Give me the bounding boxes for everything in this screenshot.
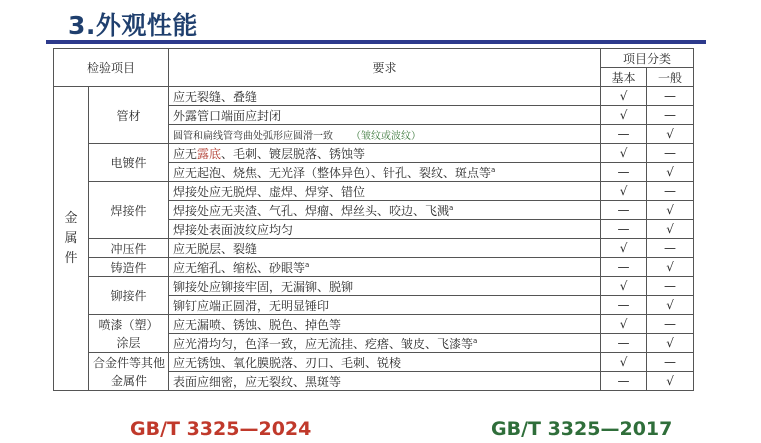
requirement-text: 应无缩孔、缩松、砂眼等 bbox=[173, 260, 306, 275]
basic-mark: √ bbox=[601, 277, 647, 296]
general-mark: — bbox=[647, 182, 694, 201]
part-alloy-other bbox=[89, 353, 169, 391]
general-mark: — bbox=[647, 353, 694, 372]
table-row bbox=[54, 87, 694, 106]
basic-mark: — bbox=[601, 258, 647, 277]
requirement-text: 焊接处应无夹渣、气孔、焊瘤、焊丝头、咬边、飞溅 bbox=[173, 203, 450, 218]
footnote-marker: a bbox=[473, 336, 478, 345]
requirement-cell bbox=[169, 201, 601, 220]
basic-mark: — bbox=[601, 125, 647, 144]
part-painted-coating bbox=[89, 315, 169, 353]
header-row-1 bbox=[54, 49, 694, 68]
requirement-cell: 外露管口端面应封闭 bbox=[169, 106, 601, 125]
general-mark: √ bbox=[647, 163, 694, 182]
requirement-text: 应光滑均匀，色泽一致，应无流挂、疙瘩、皱皮、飞漆等 bbox=[173, 336, 474, 351]
table-row bbox=[54, 182, 694, 201]
requirement-text: 圆管和扁线管弯曲处弧形应圆滑一致 bbox=[173, 130, 334, 142]
standard-label-2024: GB/T 3325—2024 bbox=[130, 418, 312, 440]
general-mark: — bbox=[647, 315, 694, 334]
general-mark: √ bbox=[647, 258, 694, 277]
part-pipe: 管材 bbox=[89, 87, 169, 144]
general-mark: √ bbox=[647, 220, 694, 239]
basic-mark: √ bbox=[601, 182, 647, 201]
standard-label-2017: GB/T 3325—2017 bbox=[491, 418, 673, 440]
requirement-note: （皱纹或波纹） bbox=[351, 130, 422, 142]
table-row bbox=[54, 144, 694, 163]
basic-mark: √ bbox=[601, 106, 647, 125]
general-mark: — bbox=[647, 144, 694, 163]
basic-mark: — bbox=[601, 334, 647, 353]
requirement-cell: 焊接处表面波纹应均匀 bbox=[169, 220, 601, 239]
title-divider bbox=[46, 40, 706, 44]
basic-mark: √ bbox=[601, 353, 647, 372]
requirement-text: 、毛刺、镀层脱落、锈蚀等 bbox=[221, 146, 366, 161]
table-row bbox=[54, 315, 694, 334]
basic-mark: √ bbox=[601, 87, 647, 106]
section-title: 3.外观性能 bbox=[68, 11, 198, 40]
requirement-cell: 应无锈蚀、氧化膜脱落、刃口、毛刺、锐棱 bbox=[169, 353, 601, 372]
appearance-spec-table bbox=[53, 48, 694, 391]
basic-mark: √ bbox=[601, 315, 647, 334]
general-mark: √ bbox=[647, 372, 694, 391]
basic-mark: √ bbox=[601, 239, 647, 258]
header-item: 检验项目 bbox=[54, 49, 169, 87]
table-row bbox=[54, 258, 694, 277]
general-mark: — bbox=[647, 106, 694, 125]
general-mark: — bbox=[647, 277, 694, 296]
header-requirement: 要求 bbox=[169, 49, 601, 87]
group-label: 金属件 bbox=[64, 210, 78, 266]
group-metal-parts bbox=[54, 87, 89, 391]
part-stamped: 冲压件 bbox=[89, 239, 169, 258]
requirement-cell bbox=[169, 144, 601, 163]
requirement-text: 应无 bbox=[173, 146, 198, 161]
basic-mark: — bbox=[601, 296, 647, 315]
basic-mark: — bbox=[601, 201, 647, 220]
general-mark: √ bbox=[647, 201, 694, 220]
part-cast: 铸造件 bbox=[89, 258, 169, 277]
part-welded: 焊接件 bbox=[89, 182, 169, 239]
requirement-cell: 应无脱层、裂缝 bbox=[169, 239, 601, 258]
header-basic: 基本 bbox=[601, 68, 647, 87]
table-row bbox=[54, 277, 694, 296]
footnote-marker: a bbox=[305, 260, 310, 269]
requirement-cell: 应无漏喷、锈蚀、脱色、掉色等 bbox=[169, 315, 601, 334]
requirement-cell bbox=[169, 258, 601, 277]
header-classification: 项目分类 bbox=[601, 49, 694, 68]
footnote-marker: a bbox=[449, 203, 454, 212]
general-mark: — bbox=[647, 239, 694, 258]
requirement-cell: 焊接处应无脱焊、虚焊、焊穿、错位 bbox=[169, 182, 601, 201]
requirement-cell: 应无裂缝、叠缝 bbox=[169, 87, 601, 106]
part-electroplated: 电镀件 bbox=[89, 144, 169, 182]
requirement-cell: 铆接处应铆接牢固，无漏铆、脱铆 bbox=[169, 277, 601, 296]
table-row bbox=[54, 353, 694, 372]
general-mark: √ bbox=[647, 296, 694, 315]
requirement-cell: 表面应细密，应无裂纹、黑斑等 bbox=[169, 372, 601, 391]
table-row bbox=[54, 239, 694, 258]
basic-mark: — bbox=[601, 372, 647, 391]
basic-mark: — bbox=[601, 163, 647, 182]
requirement-cell bbox=[169, 125, 601, 144]
requirement-highlight: 露底 bbox=[197, 146, 222, 161]
part-label: 喷漆（塑）涂层 bbox=[98, 317, 159, 350]
footnote-marker: a bbox=[491, 165, 496, 174]
part-riveted: 铆接件 bbox=[89, 277, 169, 315]
part-label: 合金件等其他金属件 bbox=[93, 355, 166, 388]
requirement-cell bbox=[169, 163, 601, 182]
general-mark: — bbox=[647, 87, 694, 106]
header-general: 一般 bbox=[647, 68, 694, 87]
basic-mark: — bbox=[601, 220, 647, 239]
basic-mark: √ bbox=[601, 144, 647, 163]
requirement-cell: 铆钉应端正圆滑，无明显锤印 bbox=[169, 296, 601, 315]
general-mark: √ bbox=[647, 334, 694, 353]
requirement-cell bbox=[169, 334, 601, 353]
requirement-text: 应无起泡、烧焦、无光泽（整体异色）、针孔、裂纹、斑点等 bbox=[173, 165, 492, 180]
general-mark: √ bbox=[647, 125, 694, 144]
